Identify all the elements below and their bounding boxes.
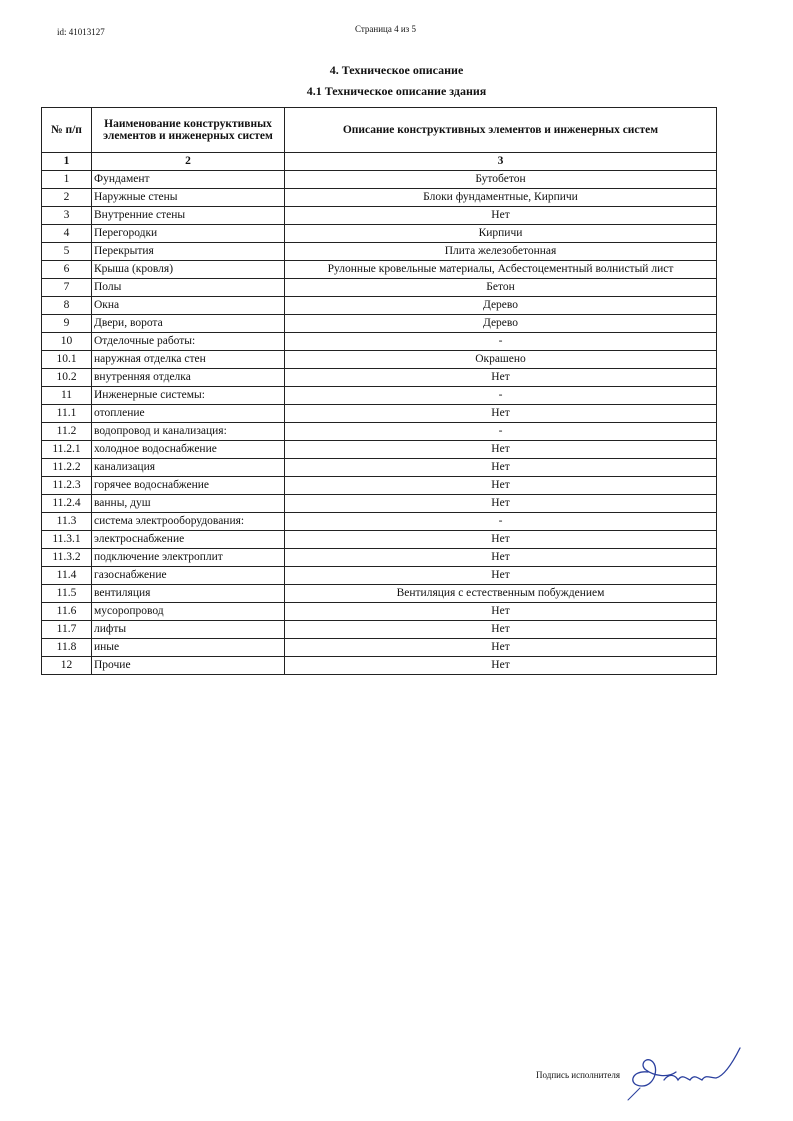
row-element-name: канализация (92, 459, 285, 477)
row-description: Дерево (285, 315, 717, 333)
table-row (42, 513, 717, 531)
row-description: - (285, 513, 717, 531)
row-description: Вентиляция с естественным побуждением (285, 585, 717, 603)
row-description: Нет (285, 531, 717, 549)
row-description: Блоки фундаментные, Кирпичи (285, 189, 717, 207)
row-number: 11.2.4 (42, 495, 92, 513)
row-description: Нет (285, 459, 717, 477)
subsection-title: 4.1 Техническое описание здания (306, 84, 487, 98)
row-element-name: горячее водоснабжение (92, 477, 285, 495)
table-row (42, 639, 717, 657)
table-row (42, 549, 717, 567)
row-number: 10.2 (42, 369, 92, 387)
row-number: 11.2.3 (42, 477, 92, 495)
table-row (42, 603, 717, 621)
row-number: 9 (42, 315, 92, 333)
row-number: 11.7 (42, 621, 92, 639)
section-title: 4. Техническое описание (329, 63, 464, 77)
header-description: Описание конструктивных элементов и инженерных систем (285, 108, 717, 153)
row-description: Нет (285, 495, 717, 513)
row-description: Рулонные кровельные материалы, Асбестоцементный волнистый лист (285, 261, 717, 279)
row-element-name: холодное водоснабжение (92, 441, 285, 459)
table-row (42, 189, 717, 207)
row-number: 11.5 (42, 585, 92, 603)
row-description: Бутобетон (285, 171, 717, 189)
table-row (42, 171, 717, 189)
table-row (42, 585, 717, 603)
row-element-name: подключение электроплит (92, 549, 285, 567)
row-description: Нет (285, 441, 717, 459)
row-description: Нет (285, 603, 717, 621)
row-description: Нет (285, 621, 717, 639)
row-description: Нет (285, 549, 717, 567)
table-row (42, 459, 717, 477)
table-row (42, 225, 717, 243)
table-row (42, 261, 717, 279)
row-number: 8 (42, 297, 92, 315)
row-number: 11.3 (42, 513, 92, 531)
row-element-name: мусоропровод (92, 603, 285, 621)
row-description: Нет (285, 207, 717, 225)
table-header-row (42, 108, 717, 153)
row-element-name: Внутренние стены (92, 207, 285, 225)
row-element-name: Фундамент (92, 171, 285, 189)
row-element-name: Инженерные системы: (92, 387, 285, 405)
table-row (42, 369, 717, 387)
row-number: 3 (42, 207, 92, 225)
row-element-name: Перегородки (92, 225, 285, 243)
row-number: 5 (42, 243, 92, 261)
table-row (42, 351, 717, 369)
row-element-name: Полы (92, 279, 285, 297)
row-element-name: Окна (92, 297, 285, 315)
row-element-name: Двери, ворота (92, 315, 285, 333)
table-row (42, 387, 717, 405)
row-element-name: Крыша (кровля) (92, 261, 285, 279)
table-row (42, 207, 717, 225)
row-description: Нет (285, 567, 717, 585)
table-row (42, 531, 717, 549)
handwritten-signature (620, 1042, 750, 1102)
row-description: Бетон (285, 279, 717, 297)
row-element-name: Наружные стены (92, 189, 285, 207)
row-number: 11.2 (42, 423, 92, 441)
row-number: 11.6 (42, 603, 92, 621)
row-number: 11.1 (42, 405, 92, 423)
table-row (42, 423, 717, 441)
row-number: 11.2.2 (42, 459, 92, 477)
row-number: 11.2.1 (42, 441, 92, 459)
row-element-name: внутренняя отделка (92, 369, 285, 387)
column-number: 1 (42, 153, 92, 171)
column-number-row (42, 153, 717, 171)
row-description: Нет (285, 639, 717, 657)
document-id: id: 41013127 (57, 27, 105, 37)
row-number: 1 (42, 171, 92, 189)
row-element-name: Прочие (92, 657, 285, 675)
signature-label: Подпись исполнителя (536, 1070, 620, 1080)
row-number: 12 (42, 657, 92, 675)
table-row (42, 621, 717, 639)
table-row (42, 567, 717, 585)
column-number: 3 (285, 153, 717, 171)
row-element-name: газоснабжение (92, 567, 285, 585)
row-description: Окрашено (285, 351, 717, 369)
row-element-name: отопление (92, 405, 285, 423)
table-row (42, 495, 717, 513)
column-number: 2 (92, 153, 285, 171)
row-description: - (285, 387, 717, 405)
page-number: Страница 4 из 5 (355, 24, 416, 34)
row-number: 6 (42, 261, 92, 279)
table-row (42, 657, 717, 675)
row-description: Нет (285, 369, 717, 387)
table-row (42, 333, 717, 351)
header-number: № п/п (42, 108, 92, 153)
row-element-name: иные (92, 639, 285, 657)
row-description: Нет (285, 405, 717, 423)
row-description: Дерево (285, 297, 717, 315)
row-description: Нет (285, 657, 717, 675)
row-description: Нет (285, 477, 717, 495)
row-element-name: лифты (92, 621, 285, 639)
header-element-name: Наименование конструктивных элементов и инженерных систем (92, 108, 285, 153)
row-description: Кирпичи (285, 225, 717, 243)
table-row (42, 477, 717, 495)
row-element-name: вентиляция (92, 585, 285, 603)
row-element-name: наружная отделка стен (92, 351, 285, 369)
table-row (42, 441, 717, 459)
row-description: Плита железобетонная (285, 243, 717, 261)
row-number: 10.1 (42, 351, 92, 369)
row-number: 11.3.2 (42, 549, 92, 567)
table-row (42, 279, 717, 297)
table-row (42, 297, 717, 315)
row-number: 11.8 (42, 639, 92, 657)
row-element-name: Отделочные работы: (92, 333, 285, 351)
row-number: 7 (42, 279, 92, 297)
row-description: - (285, 333, 717, 351)
row-element-name: ванны, душ (92, 495, 285, 513)
table-row (42, 405, 717, 423)
row-element-name: система электрооборудования: (92, 513, 285, 531)
row-number: 11.3.1 (42, 531, 92, 549)
technical-description-table (41, 107, 717, 675)
row-element-name: электроснабжение (92, 531, 285, 549)
row-element-name: водопровод и канализация: (92, 423, 285, 441)
row-number: 4 (42, 225, 92, 243)
table-row (42, 315, 717, 333)
row-number: 11 (42, 387, 92, 405)
row-number: 2 (42, 189, 92, 207)
row-number: 11.4 (42, 567, 92, 585)
row-description: - (285, 423, 717, 441)
row-number: 10 (42, 333, 92, 351)
table-row (42, 243, 717, 261)
row-element-name: Перекрытия (92, 243, 285, 261)
